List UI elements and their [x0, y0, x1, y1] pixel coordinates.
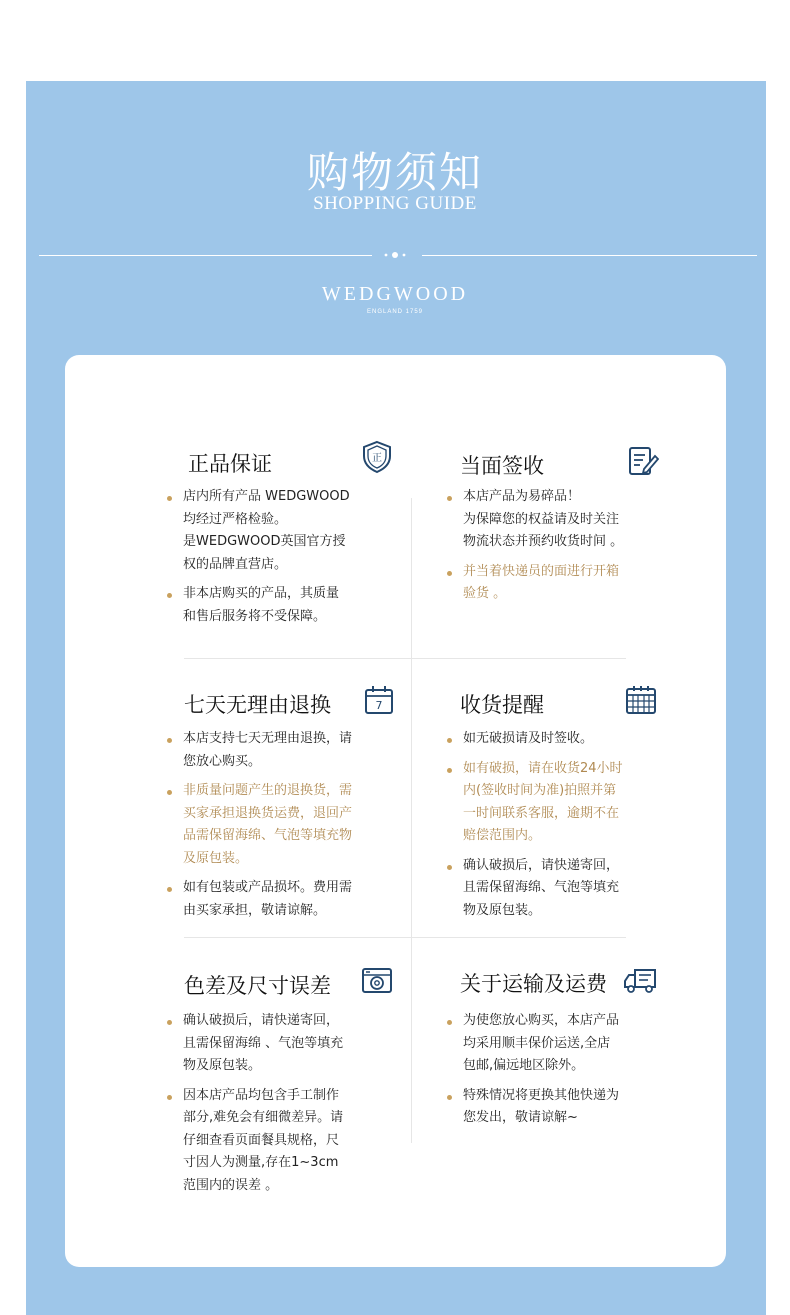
delivery-truck-icon: [622, 965, 658, 995]
list-item: 店内所有产品 WEDGWOOD 均经过严格检验。 是WEDGWOOD英国官方授 权的品牌直营店。: [167, 486, 402, 576]
sign-form-icon: [627, 445, 659, 477]
divider-left: [39, 255, 372, 256]
list-item: 本店产品为易碎品！ 为保障您的权益请及时关注 物流状态并预约收货时间 。: [447, 486, 652, 554]
list-item: 确认破损后，请快递寄回， 且需保留海绵 、气泡等填充 物及原包装。: [167, 1010, 402, 1078]
calendar-grid-icon: [625, 684, 657, 716]
divider-dots-icon: [375, 249, 415, 261]
list-item: 非本店购买的产品，其质量 和售后服务将不受保障。: [167, 583, 402, 628]
section-title-signoff: 当面签收: [460, 454, 544, 478]
row-divider-1: [184, 658, 626, 659]
row-divider-2: [184, 937, 626, 938]
column-divider: [411, 498, 412, 1143]
list-item: 因本店产品均包含手工制作 部分,难免会有细微差异。请 仔细查看页面餐具规格，尺 寸因人为测量,存在1~3cm 范围内的误差 。: [167, 1085, 402, 1198]
list-item: 为使您放心购买，本店产品 均采用顺丰保价运送,全店 包邮,偏远地区除外。: [447, 1010, 652, 1078]
calendar-seven-icon: [363, 684, 395, 716]
section-title-authentic: 正品保证: [188, 452, 272, 476]
section-items-shipping: [447, 1010, 652, 1137]
list-item: 如有破损，请在收货24小时 内(签收时间为准)拍照并第 一时间联系客服，逾期不在 赔偿范围内。: [447, 758, 652, 848]
page-subtitle: SHOPPING GUIDE: [313, 193, 477, 214]
section-items-signoff: [447, 486, 652, 613]
list-item: 如无破损请及时签收。: [447, 728, 652, 751]
section-items-color-size: [167, 1010, 402, 1204]
section-items-authentic: [167, 486, 402, 635]
list-item: 如有包装或产品损坏。费用需 由买家承担，敬请谅解。: [167, 877, 402, 922]
list-item: 特殊情况将更换其他快递为 您发出，敬请谅解~: [447, 1085, 652, 1130]
list-item: 确认破损后，请快递寄回， 且需保留海绵、气泡等填充 物及原包装。: [447, 855, 652, 923]
list-item: 本店支持七天无理由退换，请 您放心购买。: [167, 728, 402, 773]
svg-text:7: 7: [375, 699, 383, 712]
section-title-color-size: 色差及尺寸误差: [184, 974, 331, 998]
section-title-receipt: 收货提醒: [460, 693, 544, 717]
section-title-returns: 七天无理由退换: [184, 693, 331, 717]
list-item: 并当着快递员的面进行开箱 验货 。: [447, 561, 652, 606]
section-items-returns: [167, 728, 402, 929]
section-title-shipping: 关于运输及运费: [460, 972, 607, 996]
brand-logo-text: WEDGWOOD: [321, 283, 469, 305]
list-item: 非质量问题产生的退换货，需 买家承担退换货运费，退回产 品需保留海绵、气泡等填充物 及原包装。: [167, 780, 402, 870]
page-title: 购物须知: [306, 148, 483, 197]
camera-icon: [361, 966, 393, 996]
section-items-receipt: [447, 728, 652, 929]
brand-logo-subtext: ENGLAND 1759: [366, 309, 424, 315]
shield-icon: [361, 440, 393, 474]
svg-text:正: 正: [372, 453, 382, 464]
divider-right: [422, 255, 757, 256]
